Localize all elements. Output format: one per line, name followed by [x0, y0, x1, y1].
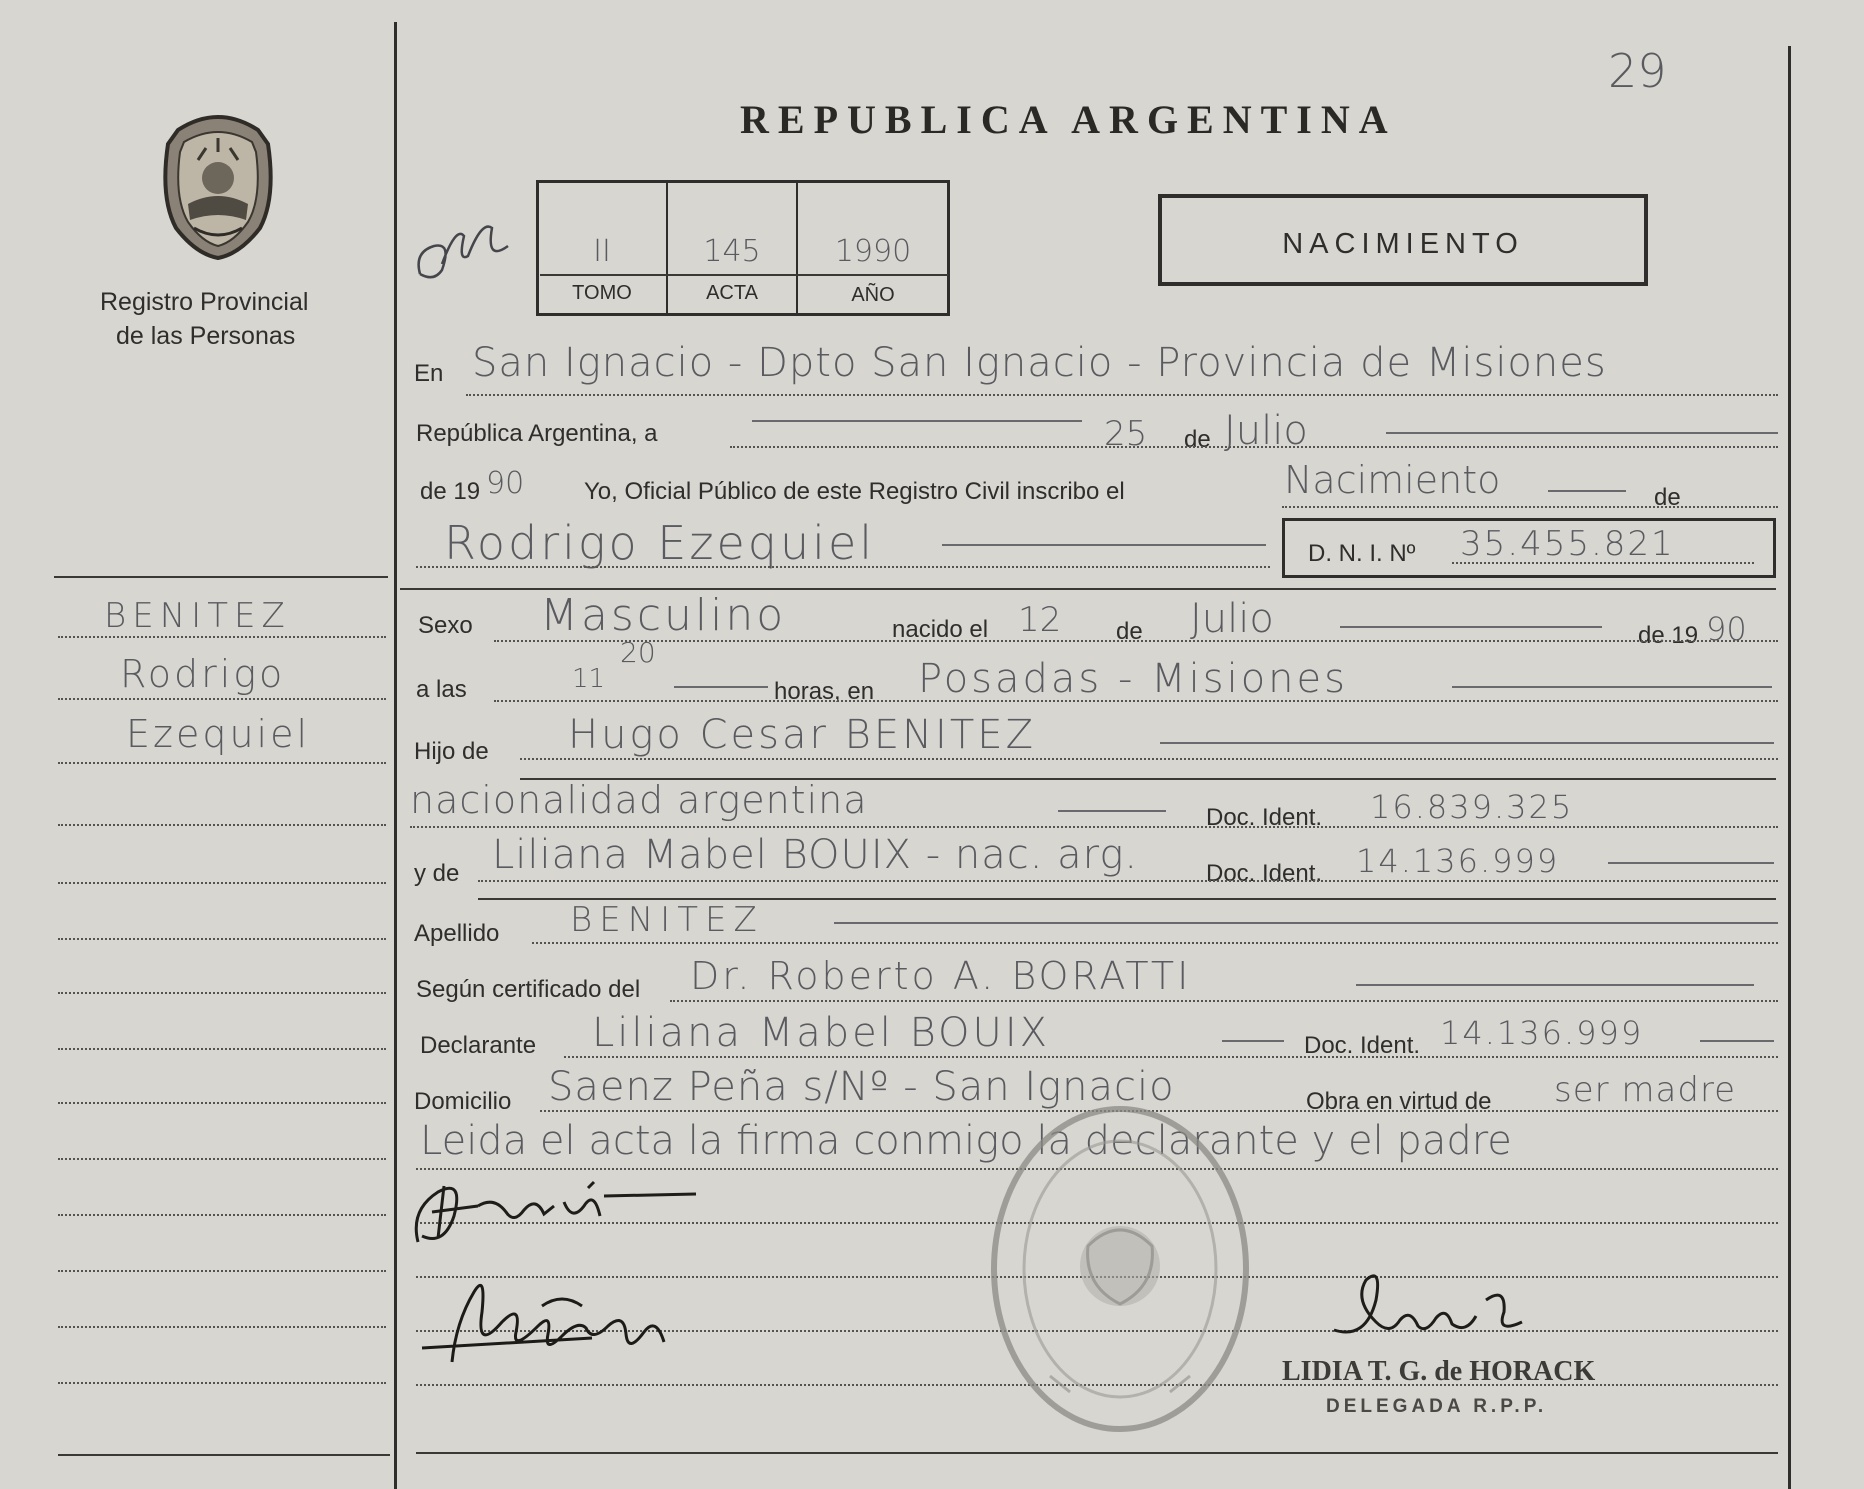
mother-name: Liliana Mabel BOUIX - nac. arg.: [492, 832, 1139, 878]
declarante-dash: [1222, 1040, 1284, 1042]
month-dash: [1386, 432, 1778, 434]
registry-name-line2: de las Personas: [116, 322, 296, 350]
year-prefix: de 19: [420, 478, 481, 505]
misiones-seal-icon: [148, 108, 288, 260]
dni-value: 35.455.821: [1460, 524, 1675, 564]
mother-doc: 14.136.999: [1356, 842, 1560, 880]
margin-name-1: Rodrigo: [120, 652, 286, 696]
yde-label: y de: [414, 860, 460, 887]
place-field: San Ignacio - Dpto San Ignacio - Provincia de Misiones: [472, 340, 1607, 386]
apellido-label: Apellido: [414, 920, 500, 947]
acta-value: 145: [703, 234, 761, 269]
birth-place-dash: [1452, 686, 1772, 688]
tomo-value: II: [593, 234, 611, 269]
record-box-underline: [540, 274, 948, 276]
margin-line: [58, 636, 386, 638]
father-dash: [1160, 742, 1774, 744]
margin-line: [58, 882, 386, 884]
margin-name-2: Ezequiel: [126, 712, 311, 756]
officer-title: DELEGADA R.P.P.: [1326, 1396, 1548, 1417]
right-border: [1788, 46, 1791, 1489]
oficial-text: Yo, Oficial Público de este Registro Civil inscribo el: [584, 478, 1125, 505]
nat-dash: [1058, 810, 1166, 812]
birth-minutes: 20: [620, 636, 656, 669]
doctor-name: Dr. Roberto A. BORATTI: [690, 954, 1192, 998]
page-number: 29: [1608, 44, 1667, 98]
registry-stamp-icon: [980, 1096, 1260, 1442]
declarante-doc-dash: [1700, 1040, 1774, 1042]
tomo-label: TOMO: [572, 282, 632, 304]
sexo-label: Sexo: [418, 612, 473, 639]
margin-line: [58, 762, 386, 764]
margin-line: [58, 1382, 386, 1384]
margin-line: [58, 1158, 386, 1160]
father-doc: 16.839.325: [1370, 788, 1574, 826]
margin-line: [58, 698, 386, 700]
sexo-value: Masculino: [540, 590, 787, 641]
act-line: [1282, 506, 1778, 508]
column-divider: [394, 22, 397, 1489]
margin-line: [58, 1102, 386, 1104]
year-suffix: 90: [486, 466, 525, 501]
dni-label: D. N. I. Nº: [1308, 540, 1416, 567]
birth-hour: 11: [572, 664, 606, 694]
father-name: Hugo Cesar BENITEZ: [568, 712, 1036, 758]
place-line: [466, 394, 1778, 396]
certificado-line: [670, 1000, 1778, 1002]
father-nationality: nacionalidad argentina: [410, 778, 868, 822]
officer-signature-icon: [1326, 1260, 1546, 1360]
republica-label: República Argentina, a: [416, 420, 658, 447]
birth-month-dash: [1340, 626, 1602, 628]
date-dash: [752, 420, 1082, 422]
birth-place: Posadas - Misiones: [918, 656, 1348, 702]
declarante-line: [564, 1056, 1778, 1058]
registration-month: Julio: [1224, 408, 1308, 454]
hour-dash: [674, 686, 768, 688]
closing-statement: Leida el acta la firma conmigo la declarante y el padre: [420, 1118, 1512, 1164]
declarante-doc: 14.136.999: [1440, 1014, 1644, 1052]
dni-line: [1452, 562, 1754, 564]
bottom-rule: [416, 1452, 1778, 1454]
sexo-line: [494, 640, 1778, 642]
child-name: Rodrigo Ezequiel: [444, 516, 876, 570]
hijo-label: Hijo de: [414, 738, 489, 765]
margin-line: [58, 1270, 386, 1272]
de-label-2: de: [1654, 484, 1681, 511]
en-label: En: [414, 360, 444, 387]
sidebar-bottom-rule: [58, 1454, 390, 1456]
father-line: [520, 758, 1778, 760]
document-title: REPUBLICA ARGENTINA: [740, 97, 1397, 142]
margin-line: [58, 1048, 386, 1050]
name-line: [416, 566, 1270, 568]
registry-name-line1: Registro Provincial: [100, 288, 309, 316]
father-doc-label: Doc. Ident.: [1206, 804, 1323, 831]
father-signature-icon: [412, 1262, 682, 1382]
apellido-dash: [834, 922, 1778, 924]
name-dash: [942, 544, 1266, 546]
declarant-signature-icon: [404, 1166, 704, 1252]
alas-label: a las: [416, 676, 467, 703]
obra-label: Obra en virtud de: [1306, 1088, 1492, 1115]
margin-line: [58, 824, 386, 826]
doctor-dash: [1356, 984, 1754, 986]
act-dash: [1548, 490, 1626, 492]
hour-line: [494, 700, 1778, 702]
margin-surname: BENITEZ: [104, 596, 291, 636]
anio-value: 1990: [834, 234, 912, 269]
nat-line: [410, 826, 1778, 828]
de-label: de: [1184, 426, 1211, 453]
record-type-label: NACIMIENTO: [1282, 228, 1524, 260]
birth-year-suffix: 90: [1706, 610, 1747, 648]
birth-day: 12: [1018, 600, 1062, 640]
anio-label: AÑO: [851, 284, 895, 306]
birth-year-prefix: de 19: [1638, 622, 1699, 649]
mother-doc-dash: [1608, 862, 1774, 864]
declarante-label: Declarante: [420, 1032, 537, 1059]
margin-line: [58, 938, 386, 940]
mother-line: [478, 880, 1778, 882]
margin-line: [58, 1214, 386, 1216]
horas-label: horas, en: [774, 678, 875, 705]
segun-label: Según certificado del: [416, 976, 641, 1003]
declarante-doc-label: Doc. Ident.: [1304, 1032, 1421, 1059]
domicilio-label: Domicilio: [414, 1088, 512, 1115]
acta-label: ACTA: [706, 282, 758, 304]
margin-line: [58, 1326, 386, 1328]
registration-day: 25: [1104, 414, 1148, 454]
initials-mark-icon: [412, 216, 518, 286]
officer-name: LIDIA T. G. de HORACK: [1282, 1356, 1596, 1387]
de-label-3: de: [1116, 618, 1143, 645]
sidebar-top-rule: [54, 576, 388, 578]
nacido-label: nacido el: [892, 616, 989, 643]
obra-value: ser madre: [1554, 1070, 1737, 1110]
mother-doc-label: Doc. Ident.: [1206, 860, 1323, 887]
apellido-value: BENITEZ: [570, 900, 764, 940]
act-type: Nacimiento: [1284, 458, 1501, 502]
date-line: [730, 446, 1778, 448]
birth-month: Julio: [1190, 596, 1274, 642]
declarante-value: Liliana Mabel BOUIX: [592, 1010, 1051, 1056]
apellido-line: [532, 942, 1778, 944]
domicilio-value: Saenz Peña s/Nº - San Ignacio: [548, 1064, 1175, 1110]
margin-line: [58, 992, 386, 994]
